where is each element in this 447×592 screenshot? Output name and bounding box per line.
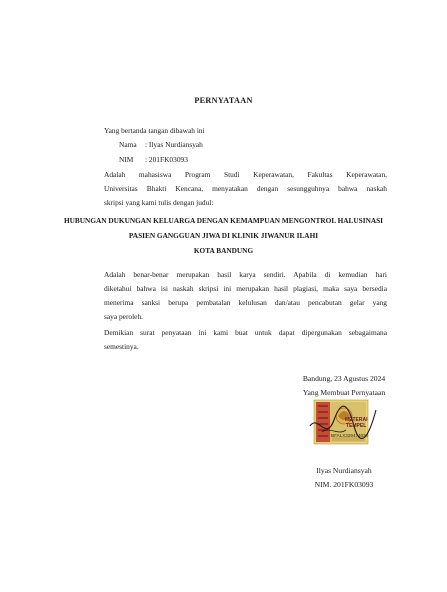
statement-line: Universitas Bhakti Kencana, menyatakan dengan sesungguhnya bahwa naskah [104,184,387,193]
declaration-line: Adalah benar-benar merupakan hasil karya sendiri. Apabila di kemudian hari [104,270,387,279]
declaration-line: menerima sanksi berupa pembatalan kelulusan dan/atau pencabutan gelar yang [104,298,387,307]
thesis-title-line: PASIEN GANGGUAN JIWA DI KLINIK JIWANUR ILAHI [128,231,319,240]
signer-role: Yang Membuat Pernyataan [302,388,386,397]
page-title: PERNYATAAN [194,96,253,105]
place-date: Bandung, 23 Agustus 2024 [302,374,386,383]
stamp-label: TEMPEL [346,423,367,429]
field-name-value: : Ilyas Nurdiansyah [145,140,203,149]
statement-line: skripsi yang kami tulis dengan judul: [104,198,214,207]
field-name-label: Nama [119,140,137,149]
stamp-serial: BFALX329474020 [331,433,369,438]
closing-line: semestinya. [104,342,139,351]
declaration-line: diketahui bahwa isi naskah skripsi ini merupakan hasil plagiasi, maka saya bersedia [104,284,387,293]
thesis-title-line: HUBUNGAN DUKUNGAN KELUARGA DENGAN KEMAMPUAN MENGONTROL HALUSINASI [63,216,384,225]
field-nim-value: : 201FK03093 [145,155,188,164]
duty-stamp-icon [308,396,380,448]
thesis-title-line: KOTA BANDUNG [193,246,254,255]
statement-line: Adalah mahasiswa Program Studi Keperawatan, Fakultas Keperawatan, [104,170,387,179]
signer-name: Ilyas Nurdiansyah [316,466,372,475]
intro-text: Yang bertanda tangan dibawah ini [104,126,205,135]
field-nim-label: NIM [119,155,134,164]
signer-nim: NIM. 201FK03093 [314,480,374,489]
declaration-line: saya peroleh. [104,312,143,321]
stamp-label: METERAI [345,417,368,423]
closing-line: Demikian surat penyataan ini kami buat untuk dapat dipergunakan sebagaimana [104,328,387,337]
